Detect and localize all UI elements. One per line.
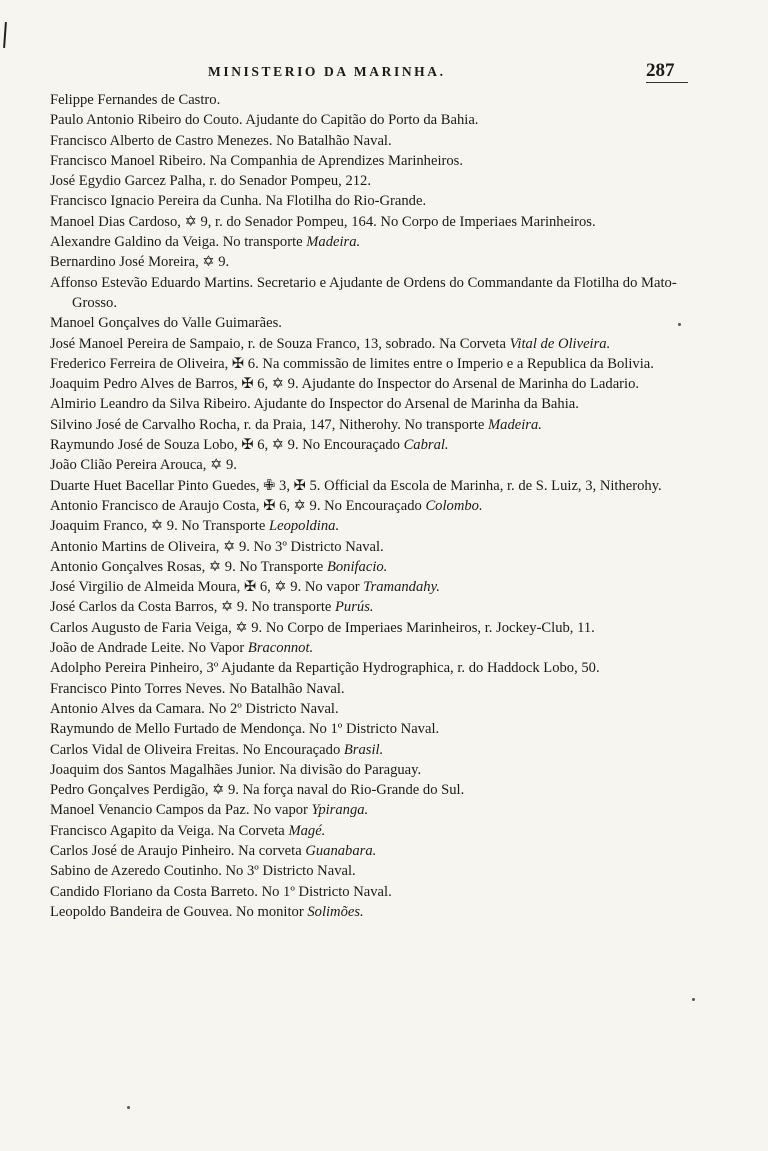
entry-text: João Clião Pereira Arouca, ✡ 9. (50, 457, 237, 474)
entry-text: Manoel Dias Cardoso, ✡ 9, r. do Senador Pompeu, 164. No Corpo de Imperiaes Marinheiros. (50, 213, 596, 230)
entry-text: Antonio Gonçalves Rosas, ✡ 9. No Transporte (50, 558, 327, 575)
entry-text: José Carlos da Costa Barros, ✡ 9. No transporte (50, 599, 336, 616)
ship-name: Purús. (335, 599, 374, 616)
entry-text: Antonio Francisco de Araujo Costa, ✠ 6, ✡ 9. No Encouraçado (50, 497, 426, 514)
ship-name: Solimões. (307, 903, 364, 920)
entry-text: Frederico Ferreira de Oliveira, ✠ 6. Na commissão de limites entre o Imperio e a Republica da Bolivia. (50, 355, 654, 372)
officer-entry (50, 415, 695, 435)
officer-entry (50, 699, 695, 719)
officer-entry (50, 354, 695, 374)
officer-entry (50, 273, 695, 314)
entry-text: Paulo Antonio Ribeiro do Couto. Ajudante do Capitão do Porto da Bahia. (50, 112, 479, 129)
ship-name: Vital de Oliveira. (509, 335, 611, 352)
officer-entry (50, 902, 695, 922)
officer-entry (50, 252, 695, 272)
officer-entry (50, 638, 695, 658)
officer-entry (50, 191, 695, 211)
ship-name: Colombo. (425, 497, 483, 514)
officer-entry (50, 90, 695, 110)
entry-text: Manoel Venancio Campos da Paz. No vapor (50, 802, 312, 819)
entry-text: José Egydio Garcez Palha, r. do Senador Pompeu, 212. (50, 173, 371, 190)
entry-text: Raymundo de Mello Furtado de Mendonça. No 1º Districto Naval. (50, 721, 440, 738)
officer-entry (50, 374, 695, 394)
entry-text: Joaquim Pedro Alves de Barros, ✠ 6, ✡ 9. Ajudante do Inspector do Arsenal de Marinha do Ladario. (50, 376, 640, 393)
officer-entry (50, 841, 695, 861)
entry-text: Francisco Manoel Ribeiro. Na Companhia de Aprendizes Marinheiros. (50, 152, 463, 169)
entry-text: Pedro Gonçalves Perdigão, ✡ 9. Na força naval do Rio-Grande do Sul. (50, 782, 465, 799)
officer-entry (50, 882, 695, 902)
ship-name: Leopoldina. (268, 518, 340, 535)
officer-entry (50, 232, 695, 252)
entry-text: Antonio Alves da Camara. No 2º Districto Naval. (50, 700, 339, 717)
print-speck (678, 323, 681, 326)
print-speck (692, 998, 695, 1001)
officer-entry (50, 151, 695, 171)
entry-text: Sabino de Azeredo Coutinho. No 3º Districto Naval. (50, 863, 356, 880)
officer-list (50, 90, 695, 922)
officer-entry (50, 212, 695, 232)
page-number: 287 (646, 60, 675, 81)
officer-entry (50, 516, 695, 536)
entry-text: Joaquim dos Santos Magalhães Junior. Na divisão do Paraguay. (50, 761, 422, 778)
officer-entry (50, 110, 695, 130)
officer-entry (50, 719, 695, 739)
page-number-rule (646, 82, 688, 83)
ship-name: Magé. (288, 822, 326, 839)
entry-text: Raymundo José de Souza Lobo, ✠ 6, ✡ 9. No Encouraçado (50, 437, 404, 454)
entry-text: Almirio Leandro da Silva Ribeiro. Ajudante do Inspector do Arsenal de Marinha da Bahia. (50, 396, 579, 413)
entry-text: Candido Floriano da Costa Barreto. No 1º Districto Naval. (50, 883, 392, 900)
officer-entry (50, 577, 695, 597)
officer-entry (50, 821, 695, 841)
officer-entry (50, 537, 695, 557)
officer-entry (50, 435, 695, 455)
officer-entry (50, 658, 695, 678)
officer-entry (50, 476, 695, 496)
officer-entry (50, 679, 695, 699)
officer-entry (50, 740, 695, 760)
officer-entry (50, 861, 695, 881)
page-header (0, 60, 768, 90)
ship-name: Madeira. (306, 234, 361, 251)
entry-text: José Virgilio de Almeida Moura, ✠ 6, ✡ 9. No vapor (50, 579, 364, 596)
ship-name: Tramandahy. (363, 579, 440, 596)
officer-entry (50, 313, 695, 333)
officer-entry (50, 618, 695, 638)
ship-name: Cabral. (403, 437, 449, 454)
ship-name: Brasil. (343, 741, 384, 758)
page-edge-mark (3, 22, 7, 48)
entry-text: Affonso Estevão Eduardo Martins. Secretario e Ajudante de Ordens do Commandante da Flotilha do Mato-Grosso. (50, 274, 677, 311)
officer-entry (50, 455, 695, 475)
ship-name: Guanabara. (305, 842, 377, 859)
ship-name: Bonifacio. (326, 558, 388, 575)
entry-text: Joaquim Franco, ✡ 9. No Transporte (50, 518, 269, 535)
entry-text: Adolpho Pereira Pinheiro, 3º Ajudante da Repartição Hydrographica, r. do Haddock Lobo, 50. (50, 660, 600, 677)
running-title: MINISTERIO DA MARINHA. (208, 64, 446, 79)
entry-text: João de Andrade Leite. No Vapor (50, 640, 248, 657)
entry-text: Felippe Fernandes de Castro. (50, 92, 221, 108)
ship-name: Ypiranga. (311, 802, 369, 819)
officer-entry (50, 131, 695, 151)
entry-text: Leopoldo Bandeira de Gouvea. No monitor (50, 903, 308, 920)
officer-entry (50, 780, 695, 800)
officer-entry (50, 334, 695, 354)
entry-text: Francisco Pinto Torres Neves. No Batalhão Naval. (50, 680, 345, 697)
officer-entry (50, 760, 695, 780)
entry-text: Manoel Gonçalves do Valle Guimarães. (50, 315, 282, 332)
ship-name: Braconnot. (247, 640, 314, 657)
entry-text: Duarte Huet Bacellar Pinto Guedes, ✙ 3, ✠ 5. Official da Escola de Marinha, r. de S. Luiz, 3, Nitherohy. (50, 477, 662, 494)
entry-text: Bernardino José Moreira, ✡ 9. (50, 254, 230, 271)
ship-name: Madeira. (488, 416, 542, 433)
entry-text: Carlos José de Araujo Pinheiro. Na corveta (50, 842, 306, 859)
print-speck (127, 1106, 130, 1109)
entry-text: Francisco Agapito da Veiga. Na Corveta (50, 822, 289, 839)
officer-entry (50, 171, 695, 191)
officer-entry (50, 496, 695, 516)
entry-text: Carlos Vidal de Oliveira Freitas. No Encouraçado (50, 741, 344, 758)
entry-text: Francisco Alberto de Castro Menezes. No Batalhão Naval. (50, 132, 392, 149)
entry-text: Silvino José de Carvalho Rocha, r. da Praia, 147, Nitherohy. No transporte (50, 416, 488, 433)
entry-text: Alexandre Galdino da Veiga. No transporte (50, 234, 307, 251)
entry-text: Carlos Augusto de Faria Veiga, ✡ 9. No Corpo de Imperiaes Marinheiros, r. Jockey-Club, 11. (50, 619, 595, 636)
officer-entry (50, 800, 695, 820)
officer-entry (50, 597, 695, 617)
officer-entry (50, 557, 695, 577)
officer-entry (50, 394, 695, 414)
entry-text: Antonio Martins de Oliveira, ✡ 9. No 3º Districto Naval. (50, 538, 384, 555)
entry-text: Francisco Ignacio Pereira da Cunha. Na Flotilha do Rio-Grande. (50, 193, 427, 210)
entry-text: José Manoel Pereira de Sampaio, r. de Souza Franco, 13, sobrado. Na Corveta (50, 335, 510, 352)
